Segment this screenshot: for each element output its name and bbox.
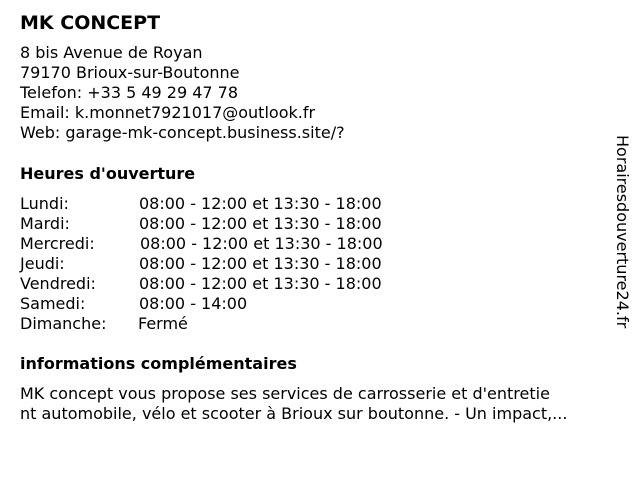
day-label: Mercredi: — [20, 234, 95, 253]
day-hours: 08:00 - 12:00 et 13:30 - 18:00 — [139, 254, 382, 273]
business-name: MK CONCEPT — [20, 12, 161, 34]
street-address: 8 bis Avenue de Royan — [20, 43, 203, 62]
day-label: Jeudi: — [20, 254, 65, 273]
day-hours: Fermé — [138, 314, 188, 333]
day-hours: 08:00 - 12:00 et 13:30 - 18:00 — [139, 194, 382, 213]
additional-info-heading: informations complémentaires — [20, 354, 297, 373]
day-hours: 08:00 - 14:00 — [139, 294, 248, 313]
city-address: 79170 Brioux-sur-Boutonne — [20, 63, 240, 82]
description-line: nt automobile, vélo et scooter à Brioux sur boutonne. - Un impact,... — [20, 404, 568, 423]
site-watermark: Horairesdouverture24.fr — [613, 135, 632, 329]
website-url: Web: garage-mk-concept.business.site/? — [20, 123, 345, 142]
business-description — [20, 384, 620, 424]
day-label: Samedi: — [20, 294, 86, 313]
description-line: MK concept vous propose ses services de carrosserie et d'entretie — [20, 384, 550, 403]
contact-details — [20, 43, 345, 143]
email-address: Email: k.monnet7921017@outlook.fr — [20, 103, 316, 122]
day-hours: 08:00 - 12:00 et 13:30 - 18:00 — [140, 234, 383, 253]
day-label: Lundi: — [20, 194, 69, 213]
opening-hours-heading: Heures d'ouverture — [20, 164, 196, 183]
day-label: Dimanche: — [20, 314, 107, 333]
phone-number: Telefon: +33 5 49 29 47 78 — [20, 83, 239, 102]
day-label: Vendredi: — [20, 274, 96, 293]
day-hours: 08:00 - 12:00 et 13:30 - 18:00 — [139, 214, 382, 233]
day-label: Mardi: — [20, 214, 70, 233]
day-hours: 08:00 - 12:00 et 13:30 - 18:00 — [139, 274, 382, 293]
